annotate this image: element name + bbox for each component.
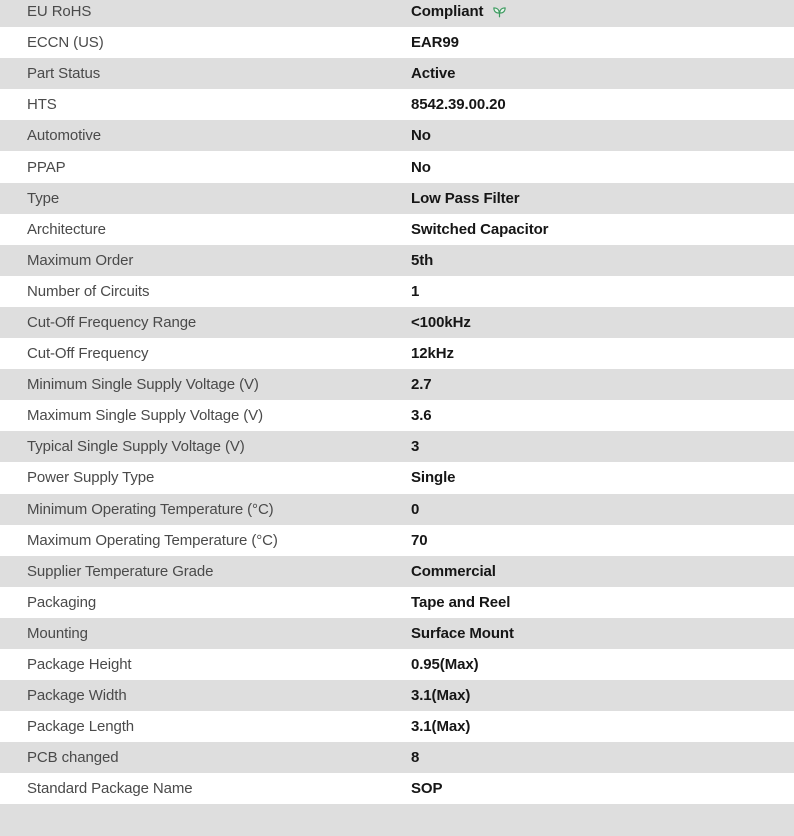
spec-value-cell bbox=[411, 65, 794, 82]
spec-value: No bbox=[411, 158, 431, 176]
spec-value: 12kHz bbox=[411, 345, 454, 363]
spec-label: EU RoHS bbox=[27, 3, 92, 21]
spec-row bbox=[0, 680, 794, 711]
spec-value: 0 bbox=[411, 500, 420, 518]
spec-row bbox=[0, 58, 794, 89]
spec-label: Supplier Temperature Grade bbox=[27, 562, 214, 580]
spec-row bbox=[0, 525, 794, 556]
spec-label: ECCN (US) bbox=[27, 34, 104, 52]
spec-label: HTS bbox=[27, 96, 57, 114]
spec-row bbox=[0, 151, 794, 182]
spec-label: Power Supply Type bbox=[27, 469, 155, 487]
spec-value: Active bbox=[411, 65, 456, 83]
spec-label: Maximum Operating Temperature (°C) bbox=[27, 531, 278, 549]
spec-row bbox=[0, 338, 794, 369]
spec-value: Switched Capacitor bbox=[411, 220, 549, 238]
spec-row bbox=[0, 27, 794, 58]
spec-value-cell bbox=[411, 3, 794, 20]
spec-row bbox=[0, 556, 794, 587]
spec-value: <100kHz bbox=[411, 313, 471, 331]
spec-value-cell bbox=[411, 314, 794, 331]
spec-row bbox=[0, 0, 794, 27]
spec-value: 1 bbox=[411, 282, 420, 300]
spec-value-cell bbox=[411, 252, 794, 269]
spec-row bbox=[0, 742, 794, 773]
spec-value: 3.1(Max) bbox=[411, 687, 471, 705]
spec-label: Package Width bbox=[27, 687, 127, 705]
spec-value: Compliant bbox=[411, 3, 484, 21]
spec-row bbox=[0, 369, 794, 400]
spec-label: Maximum Order bbox=[27, 251, 134, 269]
spec-value: EAR99 bbox=[411, 34, 459, 52]
spec-value: SOP bbox=[411, 780, 443, 798]
spec-value: Surface Mount bbox=[411, 624, 514, 642]
spec-value-cell bbox=[411, 34, 794, 51]
spec-value-cell bbox=[411, 190, 794, 207]
spec-value-cell bbox=[411, 283, 794, 300]
spec-value-cell bbox=[411, 749, 794, 766]
spec-label: Minimum Single Supply Voltage (V) bbox=[27, 376, 259, 394]
spec-value: 3.6 bbox=[411, 407, 432, 425]
spec-value: 3.1(Max) bbox=[411, 718, 471, 736]
spec-value: Tape and Reel bbox=[411, 593, 511, 611]
spec-row bbox=[0, 711, 794, 742]
spec-row bbox=[0, 462, 794, 493]
spec-value-cell bbox=[411, 438, 794, 455]
spec-value-cell bbox=[411, 407, 794, 424]
spec-row bbox=[0, 494, 794, 525]
spec-label: Number of Circuits bbox=[27, 282, 150, 300]
spec-value: 5th bbox=[411, 251, 434, 269]
spec-value-cell bbox=[411, 96, 794, 113]
spec-value-cell bbox=[411, 594, 794, 611]
spec-row bbox=[0, 618, 794, 649]
spec-row bbox=[0, 773, 794, 804]
spec-value: No bbox=[411, 127, 431, 145]
spec-row bbox=[0, 89, 794, 120]
spec-value: Commercial bbox=[411, 562, 496, 580]
spec-label: Type bbox=[27, 189, 60, 207]
spec-label: Minimum Operating Temperature (°C) bbox=[27, 500, 274, 518]
spec-label: PCB changed bbox=[27, 749, 119, 767]
spec-value: Single bbox=[411, 469, 456, 487]
spec-label: Part Status bbox=[27, 65, 101, 83]
spec-label: Packaging bbox=[27, 593, 97, 611]
spec-value-cell bbox=[411, 563, 794, 580]
spec-row bbox=[0, 431, 794, 462]
spec-value: 70 bbox=[411, 531, 428, 549]
spec-row bbox=[0, 307, 794, 338]
spec-label: Mounting bbox=[27, 624, 88, 642]
spec-value-cell bbox=[411, 345, 794, 362]
spec-row bbox=[0, 120, 794, 151]
spec-value-cell bbox=[411, 221, 794, 238]
spec-label: Maximum Single Supply Voltage (V) bbox=[27, 407, 263, 425]
spec-value: 8 bbox=[411, 749, 420, 767]
spec-row bbox=[0, 183, 794, 214]
spec-value-cell bbox=[411, 376, 794, 393]
spec-label: Cut-Off Frequency bbox=[27, 345, 149, 363]
spec-row bbox=[0, 400, 794, 431]
rohs-compliant-leaf-icon[interactable] bbox=[492, 4, 507, 19]
spec-value: 3 bbox=[411, 438, 420, 456]
spec-label: Standard Package Name bbox=[27, 780, 193, 798]
spec-row bbox=[0, 649, 794, 680]
spec-label: Package Height bbox=[27, 656, 132, 674]
spec-value: 8542.39.00.20 bbox=[411, 96, 506, 114]
spec-value-cell bbox=[411, 625, 794, 642]
spec-label: Typical Single Supply Voltage (V) bbox=[27, 438, 245, 456]
spec-label: PPAP bbox=[27, 158, 66, 176]
spec-value-cell bbox=[411, 656, 794, 673]
spec-row bbox=[0, 245, 794, 276]
spec-value-cell bbox=[411, 127, 794, 144]
spec-value-cell bbox=[411, 501, 794, 518]
spec-label: Architecture bbox=[27, 220, 106, 238]
spec-label: Package Length bbox=[27, 718, 135, 736]
spec-value-cell bbox=[411, 687, 794, 704]
spec-value-cell bbox=[411, 532, 794, 549]
spec-label: Cut-Off Frequency Range bbox=[27, 313, 197, 331]
spec-row bbox=[0, 276, 794, 307]
spec-value-cell bbox=[411, 780, 794, 797]
spec-value-cell bbox=[411, 159, 794, 176]
spec-value-cell bbox=[411, 718, 794, 735]
spec-value: 2.7 bbox=[411, 376, 432, 394]
spec-row bbox=[0, 214, 794, 245]
spec-row bbox=[0, 587, 794, 618]
spec-value-cell bbox=[411, 469, 794, 486]
spec-value: Low Pass Filter bbox=[411, 189, 520, 207]
spec-value: 0.95(Max) bbox=[411, 656, 479, 674]
spec-label: Automotive bbox=[27, 127, 102, 145]
